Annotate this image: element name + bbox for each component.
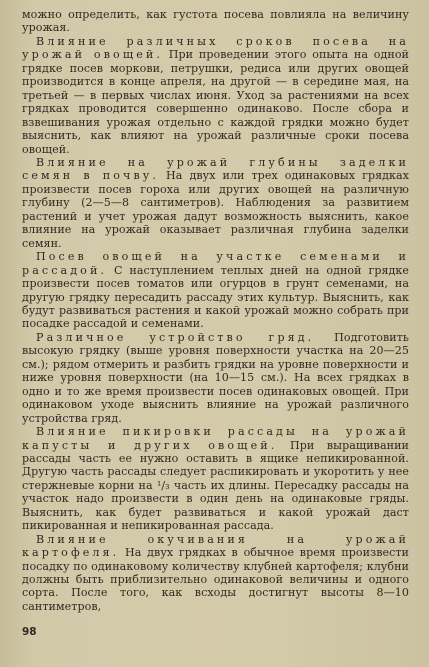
paragraph-heading: Влияние окучивания на урожай картофеля.: [22, 532, 409, 560]
paragraph-text: С наступлением теплых дней на одной грядке произвести посев томатов или огурцов в грунт семенами, на другую грядку пересадить рассаду этих культур. Выяснить, как будут развиваться растения и какой урожай можно собрать при посадке рассадой и семенами.: [22, 263, 409, 331]
paragraph-seed-depth: [22, 156, 409, 250]
paragraph-heading: Посев овощей на участке семенами и рассадой.: [22, 250, 409, 277]
paragraph-text: На двух грядках в обычное время произвести посадку по одинаковому количеству клубней картофеля; клубни должны быть приблизительно одинаковой величины и одного сорта. После того, как всходы достигнут высоты 8—10 сантиметров,: [22, 546, 409, 613]
paragraph-text: При проведении этого опыта на одной грядке посев моркови, петрушки, редиса или других овощей производится в конце апреля, на другой — в середине мая, на третьей — в первых числах июня. Уход за растениями на всех грядках проводится совершенно одинаково. После сбора и взвешивания урожая отдельно с каждой грядки можно будет выяснить, как влияют на урожай различные сроки посева овощей.: [22, 48, 409, 156]
paragraph-pricking-out: [22, 425, 409, 533]
paragraph-hilling-potatoes: [22, 533, 409, 614]
paragraph-text: можно определить, как густота посева повлияла на величину урожая.: [22, 8, 409, 35]
paragraph-seeds-vs-seedlings: [22, 250, 409, 331]
paragraph-heading: Различное устройство гряд.: [36, 330, 315, 344]
paragraph-sowing-dates: [22, 35, 409, 156]
paragraph-heading: Влияние пикировки рассады на урожай капусты и других овощей.: [22, 425, 409, 452]
paragraph-text: На двух или трех одинаковых грядках произвести посев гороха или других овощей на различную глубину (2—5—8 сантиметров). Наблюдения за развитием растений и учет урожая дадут возможность выяснить, какое влияние на урожай оказывает различная глубина заделки семян.: [22, 169, 409, 250]
paragraph-continuation: [22, 8, 409, 35]
body-text: [22, 8, 409, 613]
page-number: 98: [22, 626, 37, 638]
paragraph-bed-types: [22, 331, 409, 425]
paragraph-text: При выращивании рассады часть ее нужно оставить в ящике непикированной. Другую часть рассады следует распикировать и укоротить у нее стержневые корни на ¹/₃ часть их длины. Пересадку рассады на участок надо произвести в один день на одинаковые гряды. Выяснить, как будет развиваться и какой урожай даст пикированная и непикированная рассада.: [22, 438, 409, 533]
paragraph-heading: Влияние различных сроков посева на урожай овощей.: [22, 34, 409, 62]
paragraph-text: Подготовить высокую грядку (выше уровня поверхности участка на 20—25 см.); рядом отмерить и разбить грядки на уровне поверхности и ниже уровня поверхности (на 10—15 см.). На всех грядках в одно и то же время произвести посев одинаковых овощей. При одинаковом уходе выяснить влияние на урожай различного устройства гряд.: [22, 330, 410, 425]
paragraph-heading: Влияние на урожай глубины заделки семян в почву.: [22, 155, 409, 183]
